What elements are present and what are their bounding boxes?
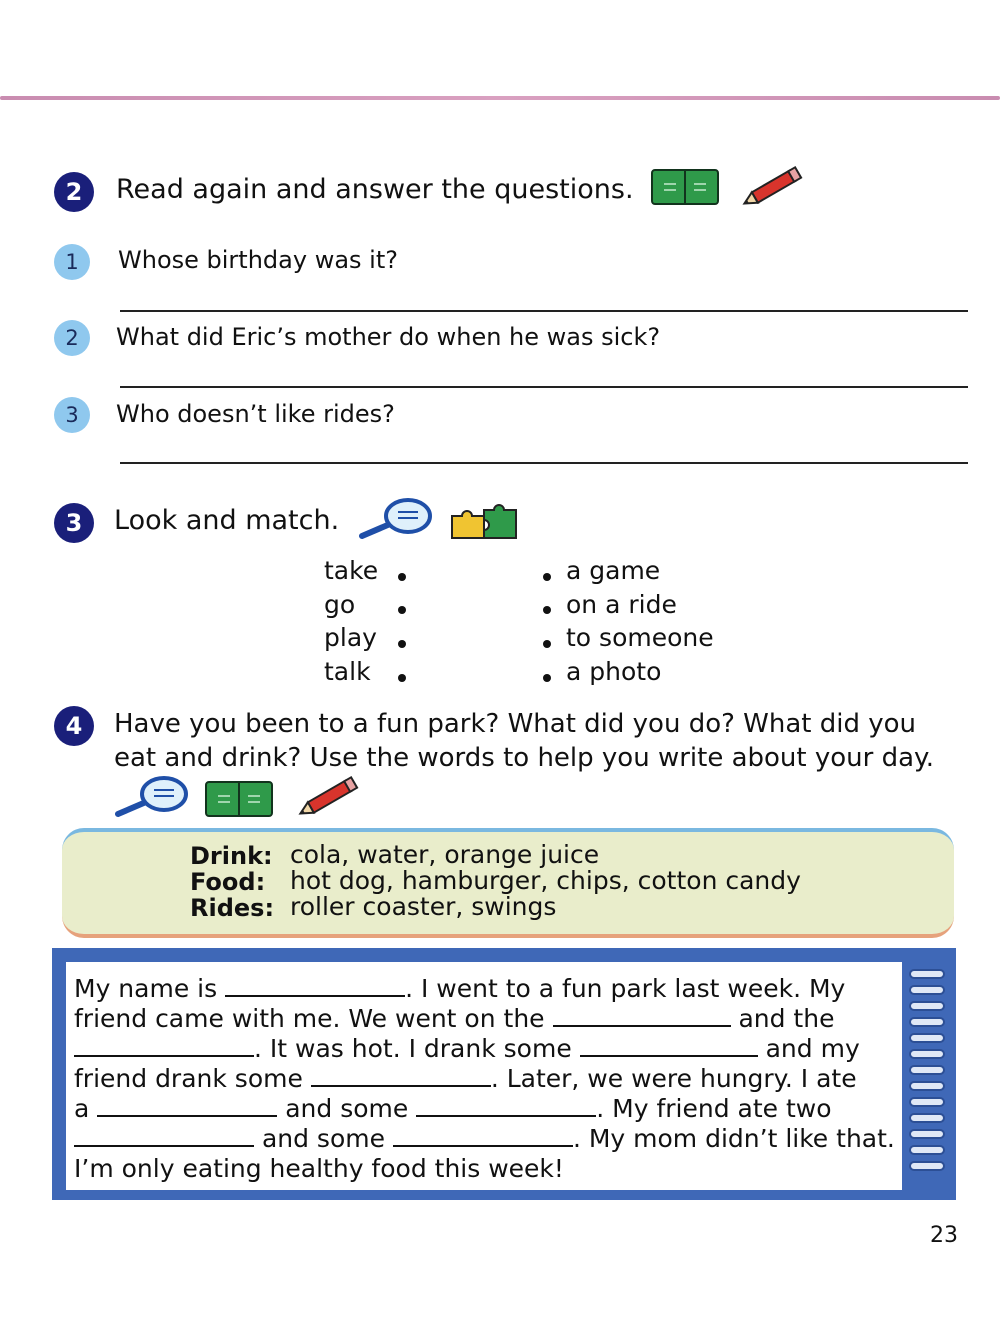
match-left-take: take (324, 556, 379, 585)
magnifier-icon (356, 496, 436, 548)
section-4-badge (54, 706, 94, 746)
blank-food-2[interactable] (416, 1095, 596, 1117)
question-1-text: Whose birthday was it? (118, 246, 398, 274)
word-bank-drink-label: Drink: (190, 842, 273, 870)
match-right-on-a-ride: on a ride (566, 590, 677, 619)
blank-food-4[interactable] (393, 1125, 573, 1147)
match-right-dot[interactable] (543, 674, 551, 682)
blank-food-3[interactable] (74, 1125, 254, 1147)
blank-drink-2[interactable] (311, 1065, 491, 1087)
question-3-number: 3 (65, 403, 79, 427)
question-1-number: 1 (65, 250, 79, 274)
page-top-divider (0, 96, 1000, 100)
section-4-prompt-line-1: Have you been to a fun park? What did you do? What did you (114, 709, 917, 739)
paragraph-text: friend came with me. We went on the (74, 1004, 545, 1033)
paragraph-line-5 (74, 1094, 832, 1124)
section-2-number: 2 (65, 178, 83, 206)
match-right-a-game: a game (566, 556, 661, 585)
paragraph-text: a (74, 1094, 90, 1123)
spiral-binding (906, 966, 952, 1188)
word-bank-rides-label: Rides: (190, 894, 275, 922)
pencil-icon (738, 164, 808, 214)
blank-name[interactable] (225, 975, 405, 997)
question-2-text: What did Eric’s mother do when he was sick? (116, 323, 661, 351)
paragraph-line-6 (74, 1124, 895, 1154)
answer-line-3[interactable] (120, 462, 968, 464)
paragraph-line-4 (74, 1064, 857, 1094)
paragraph-line-1 (74, 974, 845, 1004)
match-left-dot[interactable] (398, 573, 406, 581)
magnifier-icon (112, 774, 192, 826)
question-2-badge (54, 320, 90, 356)
match-right-a-photo: a photo (566, 657, 662, 686)
match-right-dot[interactable] (543, 573, 551, 581)
word-bank-food-label: Food: (190, 868, 266, 896)
paragraph-text: . My friend ate two (596, 1094, 832, 1123)
section-3-number: 3 (65, 509, 83, 537)
question-1-badge (54, 244, 90, 280)
answer-line-1[interactable] (120, 310, 968, 312)
page-number: 23 (930, 1223, 958, 1248)
paragraph-text: and my (765, 1034, 860, 1063)
paragraph-text: friend drank some (74, 1064, 303, 1093)
blank-drink-1[interactable] (580, 1035, 758, 1057)
match-right-dot[interactable] (543, 640, 551, 648)
blank-food-1[interactable] (97, 1095, 277, 1117)
blank-ride-2[interactable] (74, 1035, 254, 1057)
question-2-number: 2 (65, 326, 79, 350)
book-icon (204, 778, 274, 824)
paragraph-line-7: I’m only eating healthy food this week! (74, 1154, 564, 1183)
match-right-dot[interactable] (543, 606, 551, 614)
puzzle-icon (448, 502, 520, 546)
paragraph-line-3 (74, 1034, 860, 1064)
question-3-text: Who doesn’t like rides? (116, 400, 395, 428)
match-right-to-someone: to someone (566, 623, 714, 652)
section-3-title: Look and match. (114, 505, 340, 536)
pencil-icon (294, 774, 364, 824)
section-4-prompt-line-2: eat and drink? Use the words to help you write about your day. (114, 743, 934, 773)
match-left-talk: talk (324, 657, 371, 686)
paragraph-text: . Later, we were hungry. I ate (490, 1064, 857, 1093)
word-bank-rides-list: roller coaster, swings (290, 892, 557, 921)
match-left-go: go (324, 590, 356, 619)
paragraph-text: and some (261, 1124, 385, 1153)
blank-ride-1[interactable] (553, 1005, 731, 1027)
match-left-dot[interactable] (398, 640, 406, 648)
paragraph-line-2 (74, 1004, 834, 1034)
paragraph-text: My name is (74, 974, 218, 1003)
paragraph-text: and the (738, 1004, 835, 1033)
section-2-title: Read again and answer the questions. (116, 174, 634, 205)
match-left-dot[interactable] (398, 674, 406, 682)
match-left-play: play (324, 623, 377, 652)
book-icon (650, 166, 720, 212)
question-3-badge (54, 397, 90, 433)
word-bank-food-list: hot dog, hamburger, chips, cotton candy (290, 866, 801, 895)
paragraph-text: . My mom didn’t like that. (572, 1124, 895, 1153)
answer-line-2[interactable] (120, 386, 968, 388)
paragraph-text: and some (285, 1094, 409, 1123)
section-2-badge (54, 172, 94, 212)
word-bank-drink-list: cola, water, orange juice (290, 840, 600, 869)
paragraph-text: . I went to a fun park last week. My (405, 974, 846, 1003)
paragraph-text: . It was hot. I drank some (254, 1034, 572, 1063)
section-4-number: 4 (65, 712, 83, 740)
section-3-badge (54, 503, 94, 543)
match-left-dot[interactable] (398, 606, 406, 614)
